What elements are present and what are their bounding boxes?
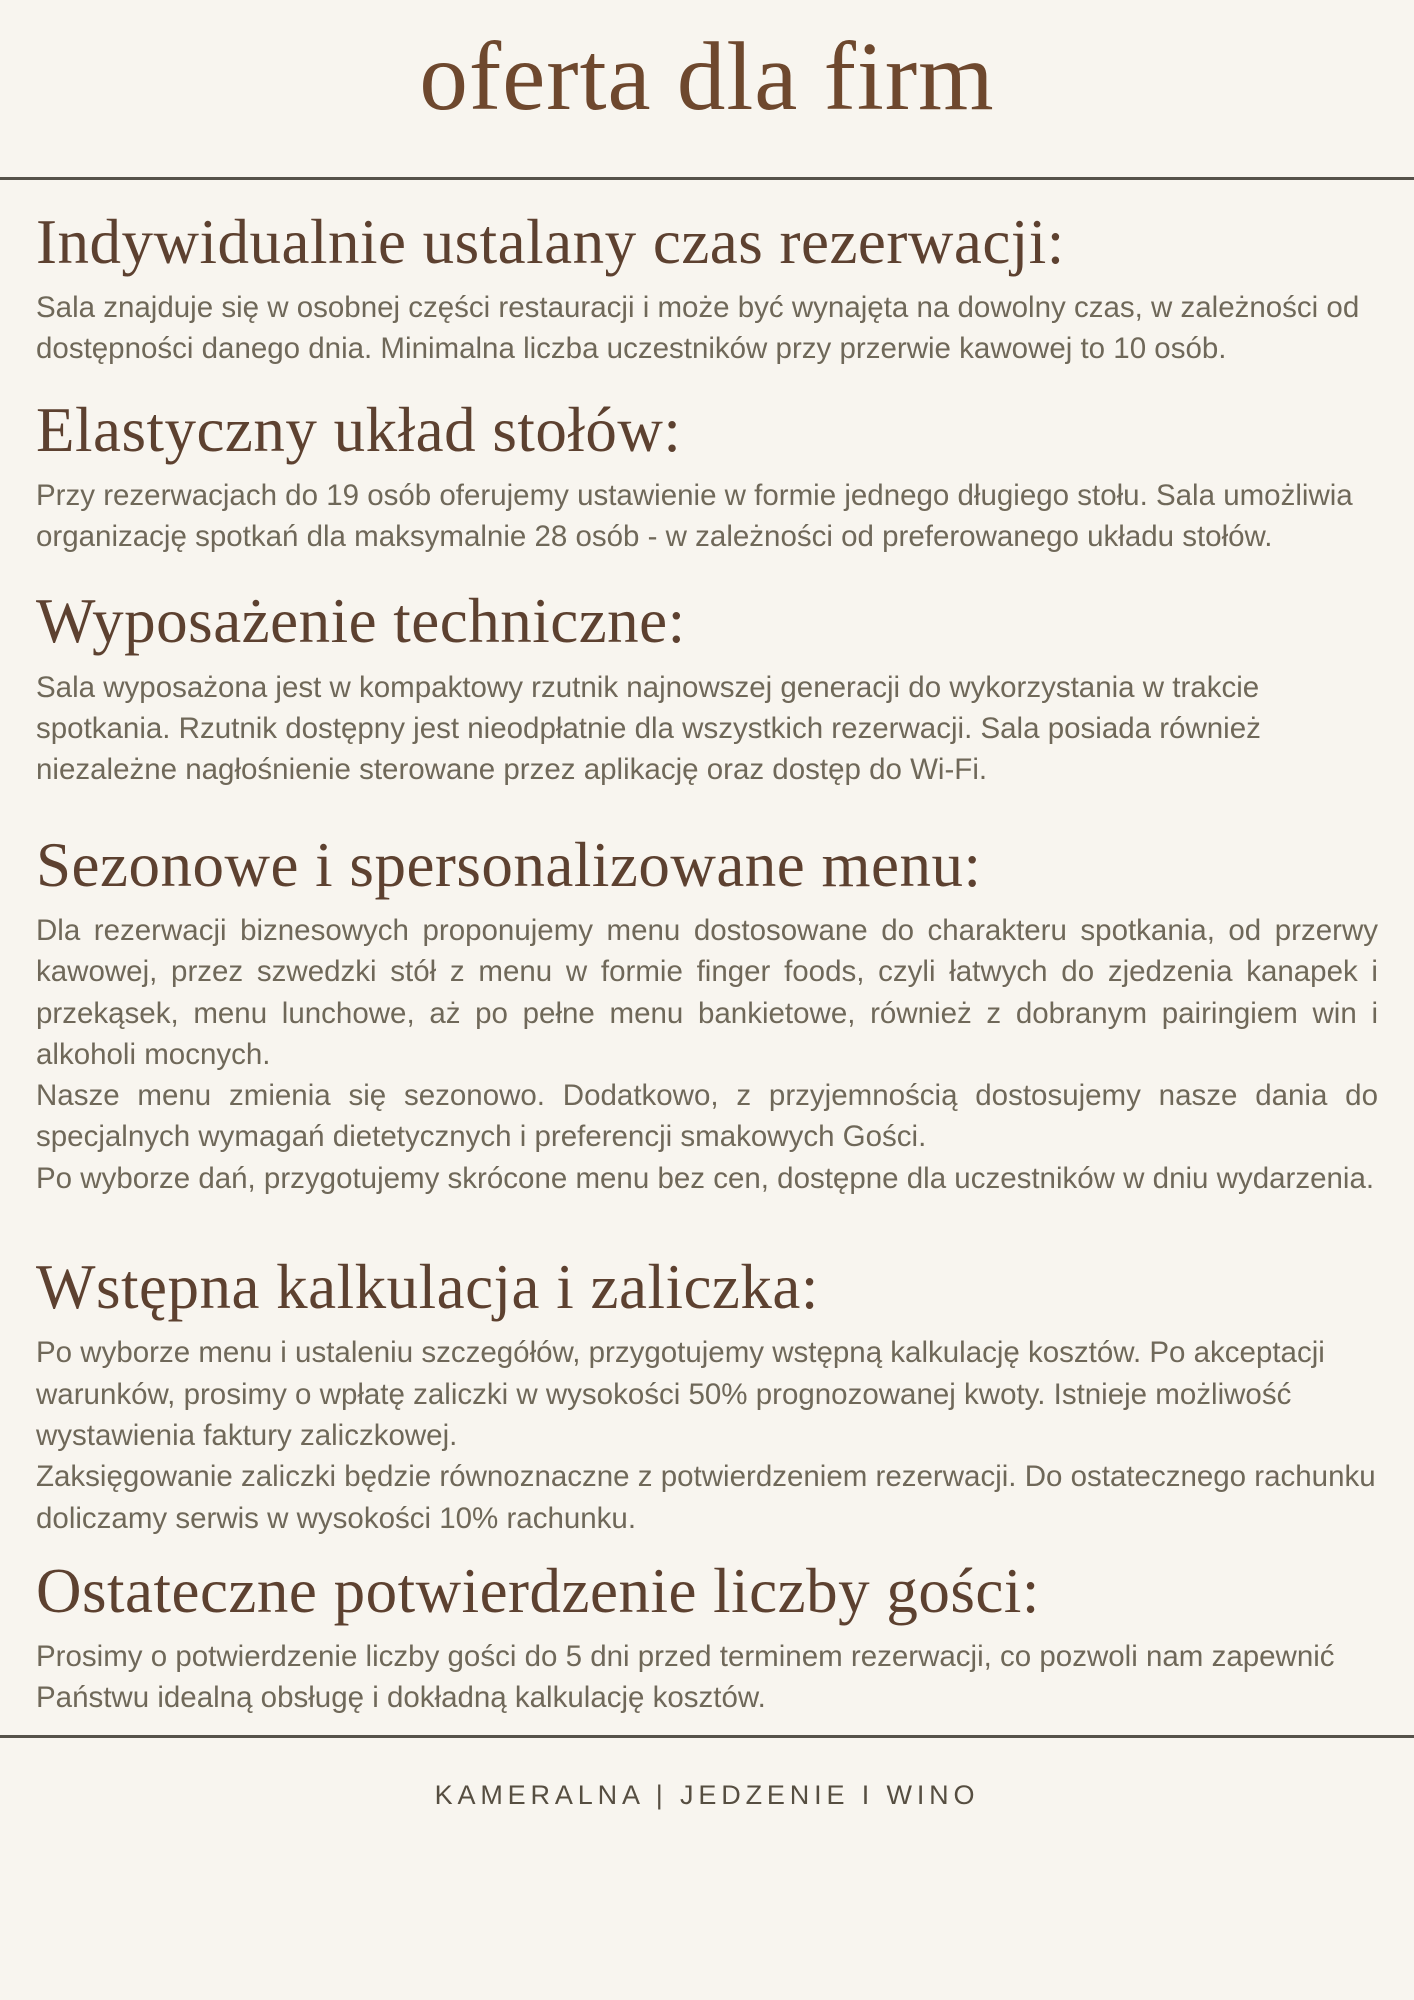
paragraph-reservation-time: Sala znajduje się w osobnej części restauracji i może być wynajęta na dowolny czas, w zależności od dostępności danego dnia. Minimalna liczba uczestników przy przerwie kawowej to 10 osób.: [36, 290, 1360, 366]
section-reservation-time: [36, 208, 1378, 370]
paragraph-seasonal-menu-3: Po wyborze dań, przygotujemy skrócone menu bez cen, dostępne dla uczestników w dniu wydarzenia.: [36, 1161, 1375, 1195]
paragraph-estimate-deposit-1: Po wyborze menu i ustaleniu szczegółów, przygotujemy wstępną kalkulację kosztów. Po akceptacji warunków, prosimy o wpłatę zaliczki w wysokości 50% prognozowanej kwoty. Istnieje możliwość wystawienia faktury zaliczkowej.: [36, 1336, 1325, 1452]
section-technical-equipment: [36, 587, 1378, 790]
top-divider: [0, 177, 1414, 180]
heading-seasonal-menu: Sezonowe i spersonalizowane menu:: [36, 829, 982, 900]
document-footer: [0, 1780, 1414, 1811]
paragraph-estimate-deposit-2: Zaksięgowanie zaliczki będzie równoznaczne z potwierdzeniem rezerwacji. Do ostatecznego rachunku doliczamy serwis w wysokości 10% rachunku.: [36, 1460, 1376, 1535]
paragraph-final-confirmation: Prosimy o potwierdzenie liczby gości do 5 dni przed terminem rezerwacji, co pozwoli nam zapewnić Państwu idealną obsługę i dokładną kalkulację kosztów.: [36, 1640, 1335, 1715]
section-final-confirmation: [36, 1557, 1378, 1719]
heading-estimate-deposit: Wstępna kalkulacja i zaliczka:: [36, 1252, 819, 1323]
heading-table-layout: Elastyczny układ stołów:: [36, 394, 682, 465]
heading-technical-equipment: Wyposażenie techniczne:: [36, 586, 686, 657]
document-header: [0, 0, 1414, 131]
paragraph-seasonal-menu-2: Nasze menu zmienia się sezonowo. Dodatkowo, z przyjemnością dostosujemy nasze dania do specjalnych wymagań dietetycznych i preferencji smakowych Gości.: [36, 1079, 1378, 1154]
bottom-divider: [0, 1735, 1414, 1738]
page-title: oferta dla firm: [419, 23, 995, 130]
document-body: [0, 208, 1414, 1719]
section-table-layout: [36, 396, 1378, 558]
section-estimate-deposit: [36, 1253, 1378, 1539]
heading-reservation-time: Indywidualnie ustalany czas rezerwacji:: [36, 206, 1065, 277]
section-seasonal-menu: [36, 831, 1378, 1199]
footer-brand-text: KAMERALNA | JEDZENIE I WINO: [434, 1779, 980, 1810]
heading-final-confirmation: Ostateczne potwierdzenie liczby gości:: [36, 1555, 1040, 1626]
paragraph-seasonal-menu-1: Dla rezerwacji biznesowych proponujemy menu dostosowane do charakteru spotkania, od przerwy kawowej, przez szwedzki stół z menu w formie finger foods, czyli łatwych do zjedzenia kanapek i przekąsek, menu lunchowe, aż po pełne menu bankietowe, również z dobranym pairingiem win i alkoholi mocnych.: [36, 913, 1378, 1071]
paragraph-table-layout: Przy rezerwacjach do 19 osób oferujemy ustawienie w formie jednego długiego stołu. Sala umożliwia organizację spotkań dla maksymalnie 28 osób - w zależności od preferowanego układu stołów.: [36, 478, 1353, 554]
paragraph-technical-equipment: Sala wyposażona jest w kompaktowy rzutnik najnowszej generacji do wykorzystania w trakcie spotkania. Rzutnik dostępny jest nieodpłatnie dla wszystkich rezerwacji. Sala posiada również niezależne nagłośnienie sterowane przez aplikację oraz dostęp do Wi-Fi.: [36, 670, 1261, 787]
